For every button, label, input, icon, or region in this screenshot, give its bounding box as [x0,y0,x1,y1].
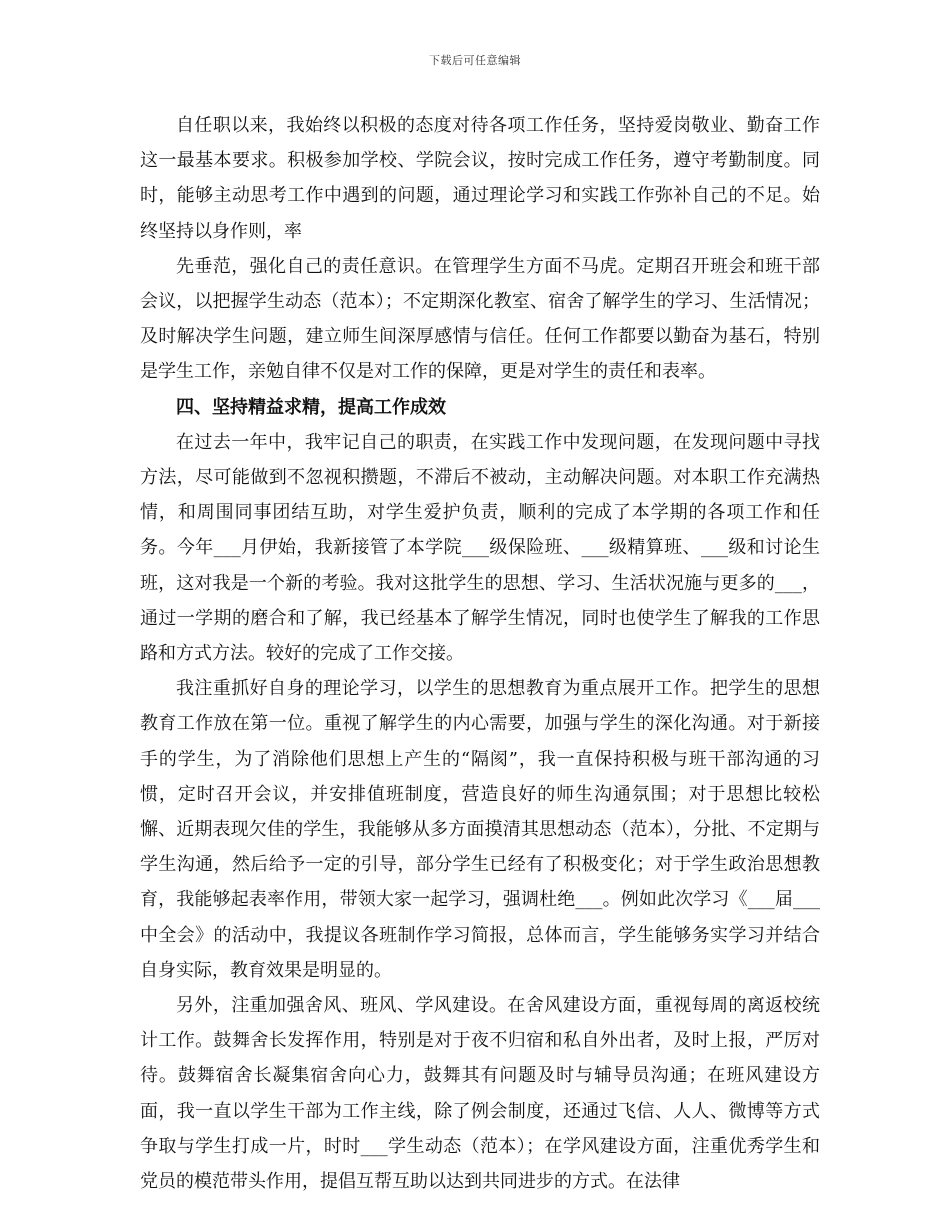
paragraph-1: 自任职以来，我始终以积极的态度对待各项工作任务，坚持爱岗敬业、勤奋工作这一最基本要求。积极参加学校、学院会议，按时完成工作任务，遵守考勤制度。同时，能够主动思考工作中遇到的问题，通过理论学习和实践工作弥补自己的不足。始终坚持以身作则，率 [140,115,820,242]
paragraph-4: 我注重抓好自身的理论学习，以学生的思想教育为重点展开工作。把学生的思想教育工作放在第一位。重视了解学生的内心需要，加强与学生的深化沟通。对于新接手的学生，为了消除他们思想上产生的“隔阂”，我一直保持积极与班干部沟通的习惯，定时召开会议，并安排值班制度，营造良好的师生沟通氛围；对于思想比较松懈、近期表现欠佳的学生，我能够从多方面摸清其思想动态（范本），分批、不定期与学生沟通，然后给予一定的引导，部分学生已经有了积极变化；对于学生政治思想教育，我能够起表率作用，带领大家一起学习，强调杜绝___。例如此次学习《___届___中全会》的活动中，我提议各班制作学习简报，总体而言，学生能够务实学习并结合自身实际，教育效果是明显的。 [140,678,820,981]
section-heading: 四、坚持精益求精，提高工作成效 [176,396,446,418]
document-body [140,108,820,1199]
paragraph-2: 先垂范，强化自己的责任意识。在管理学生方面不马虎。定期召开班会和班干部会议，以把握学生动态（范本）；不定期深化教室、宿舍了解学生的学习、生活情况；及时解决学生问题，建立师生间深厚感情与信任。任何工作都要以勤奋为基石，特别是学生工作，亲勉自律不仅是对工作的保障，更是对学生的责任和表率。 [140,255,820,383]
page-header: 下载后可任意编辑 [429,54,521,67]
paragraph-3: 在过去一年中，我牢记自己的职责，在实践工作中发现问题，在发现问题中寻找方法，尽可能做到不忽视积攒题，不滞后不被动，主动解决问题。对本职工作充满热情，和周围同事团结互助，对学生爱护负责，顺利的完成了本学期的各项工作和任务。今年___月伊始，我新接管了本学院___级保险班、___级精算班、___级和讨论生班，这对我是一个新的考验。我对这批学生的思想、学习、生活状况施与更多的___，通过一学期的磨合和了解，我已经基本了解学生情况，同时也使学生了解我的工作思路和方式方法。较好的完成了工作交接。 [140,431,820,665]
paragraph-5: 另外，注重加强舍风、班风、学风建设。在舍风建设方面，重视每周的离返校统计工作。鼓舞舍长发挥作用，特别是对于夜不归宿和私自外出者，及时上报，严厉对待。鼓舞宿舍长凝集宿舍向心力，鼓舞其有问题及时与辅导员沟通；在班风建设方面，我一直以学生干部为工作主线，除了例会制度，还通过飞信、人人、微博等方式争取与学生打成一片，时时___学生动态（范本）；在学风建设方面，注重优秀学生和党员的模范带头作用，提倡互帮互助以达到共同进步的方式。在法律 [140,995,820,1193]
